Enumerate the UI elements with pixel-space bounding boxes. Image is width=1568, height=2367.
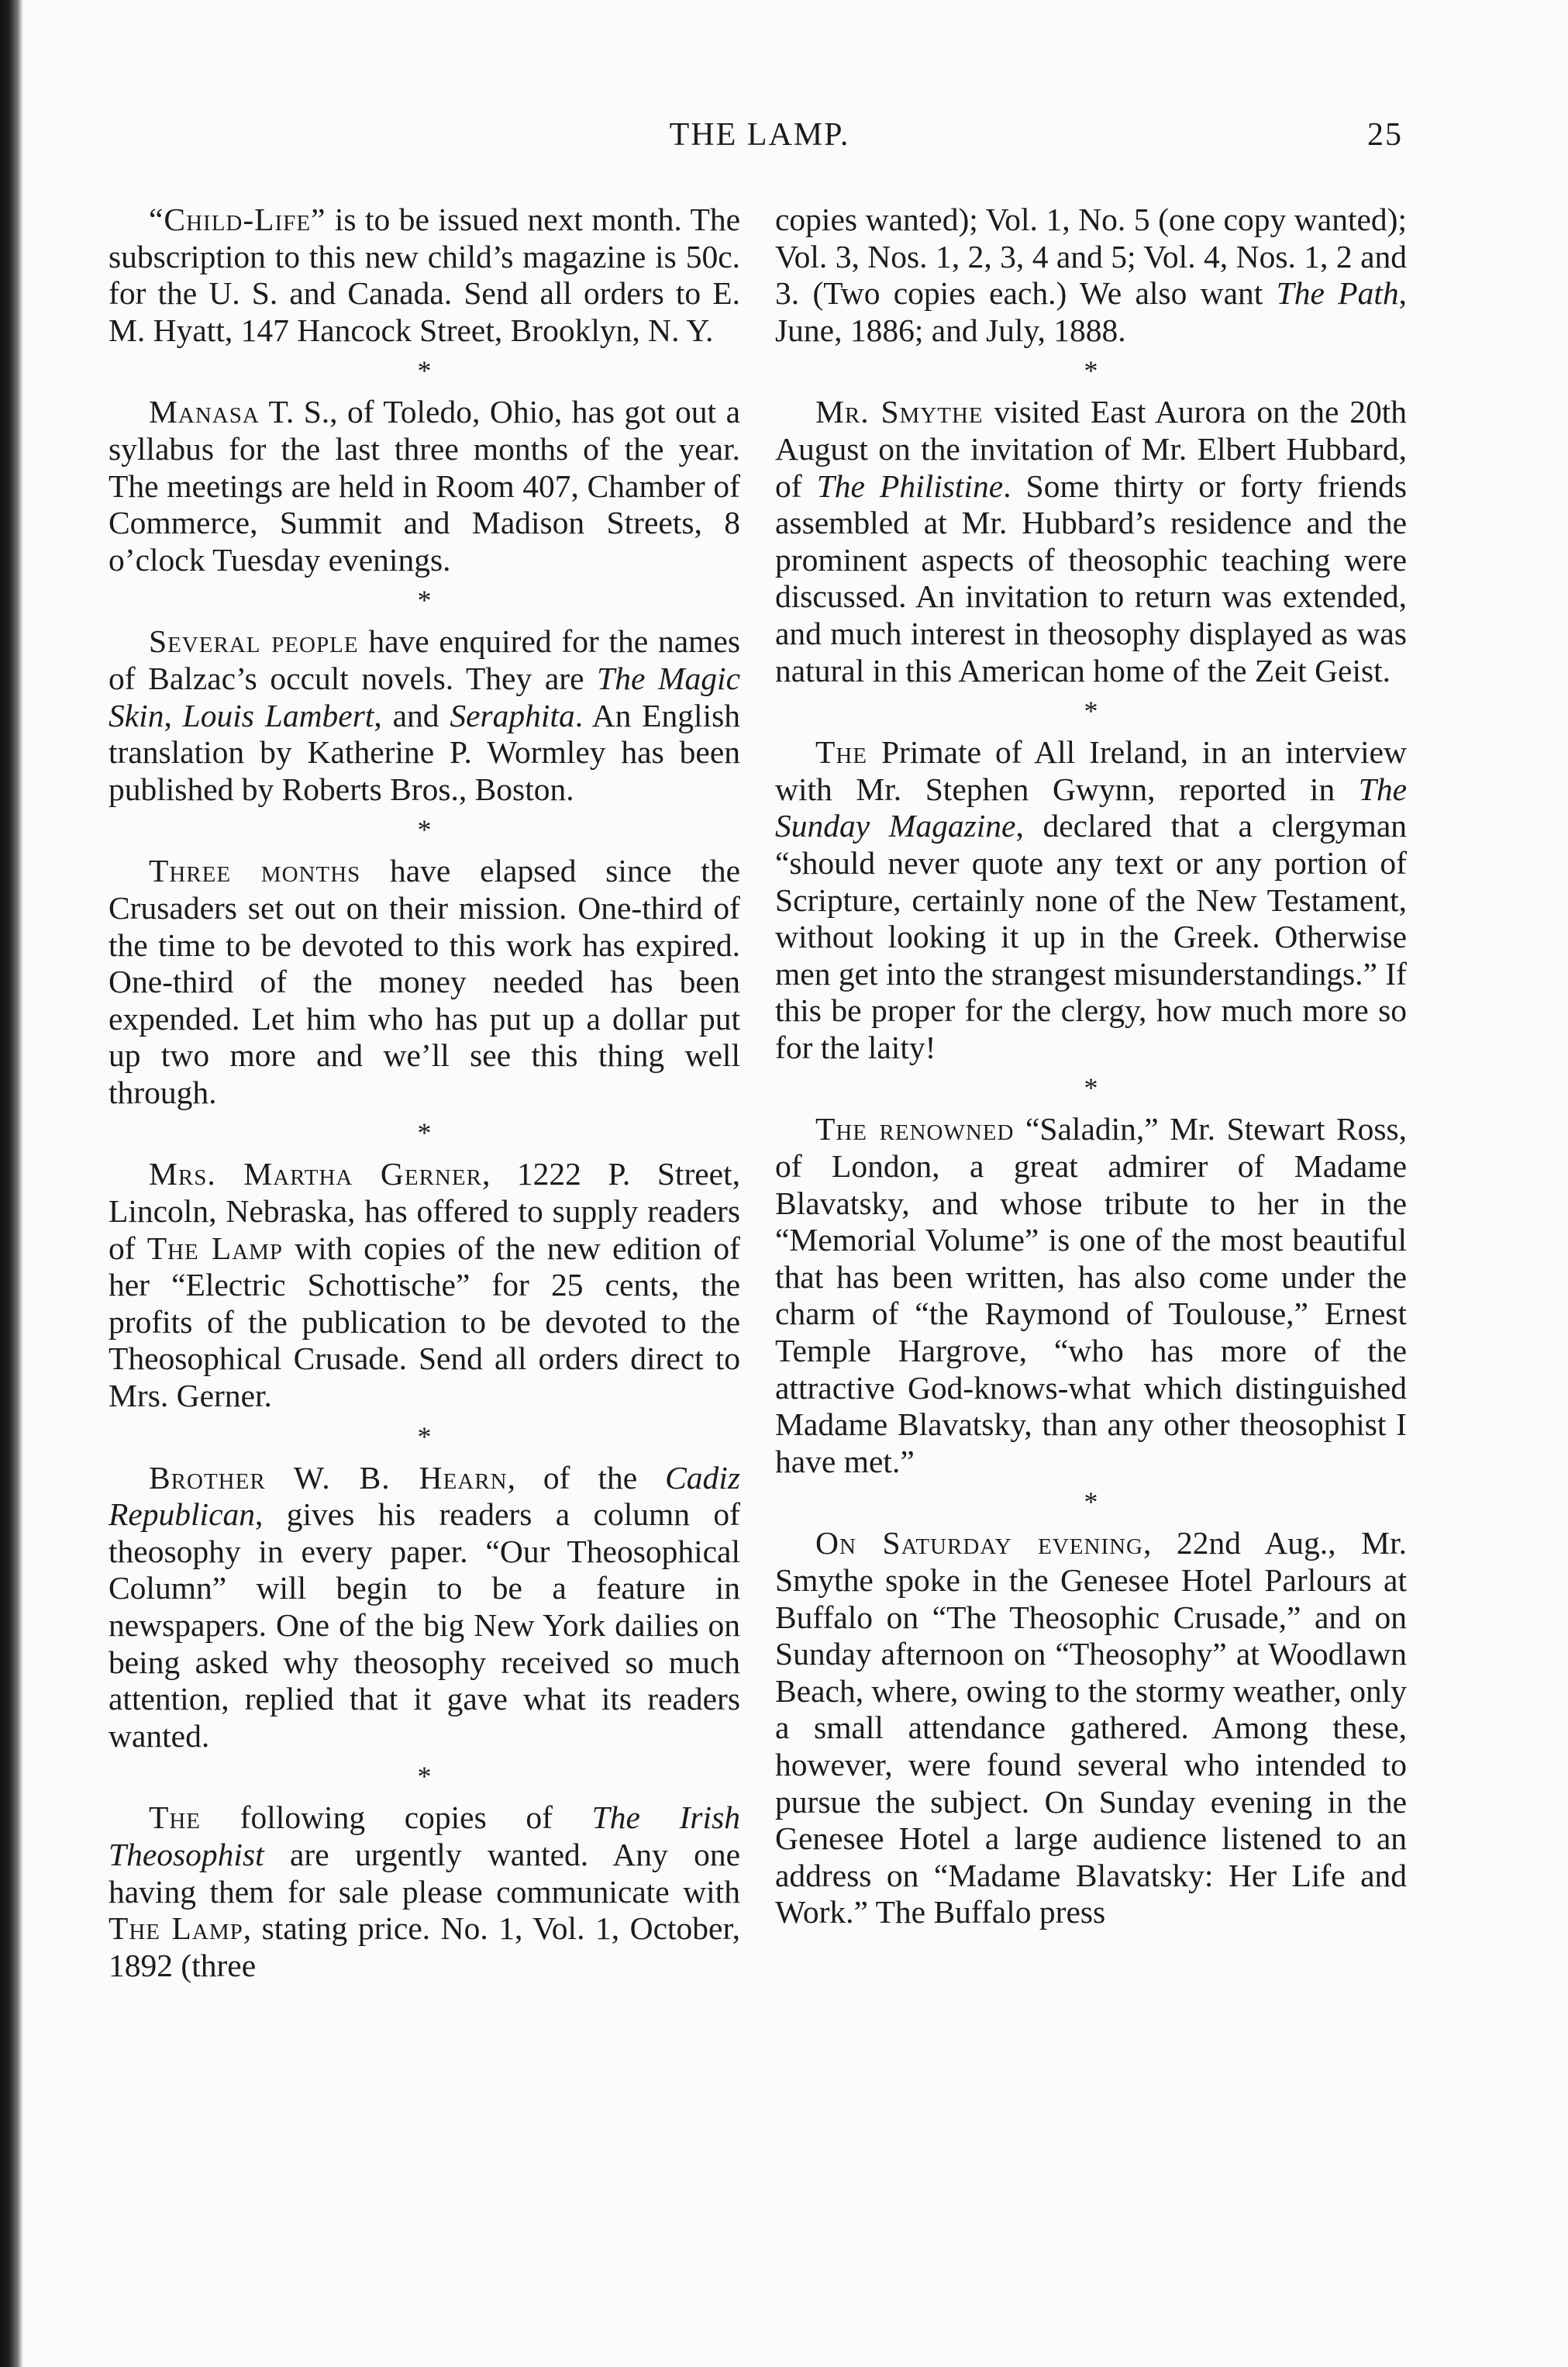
journal-title-italic: The Irish Theosophist	[109, 1799, 740, 1872]
paragraph-primate	[775, 734, 1407, 1066]
paragraph-hearn	[109, 1460, 740, 1755]
section-separator: *	[1084, 695, 1098, 727]
section-separator: *	[1084, 1486, 1098, 1518]
lead-words: The	[149, 1799, 202, 1836]
lead-words: Mr. Smythe	[815, 394, 984, 430]
newspaper-title: Cadiz Republican	[109, 1459, 740, 1533]
paragraph-text: . Some thirty or forty friends assembled at Mr. Hubbard’s residence and the prominent aspects of theosophic teaching were discussed. An invitation to return was extended, and much interest in theosophy displayed as was natural in this American home of the Zeit Geist.	[775, 468, 1407, 688]
journal-title-italic: The Philistine	[816, 468, 1004, 504]
paragraph-text: , 1222 P. Street, Lincoln, Nebraska, has offered to supply readers of	[109, 1156, 741, 1266]
paragraph-text: Primate of All Ireland, in an interview with Mr. Stephen Gwynn, reported in	[775, 734, 1407, 807]
paragraph-text: , gives his readers a column of theosophy in every paper. “Our Theosophical Column” will begin to be a feature in newspapers. One of the big New York dailies on being asked why theosophy received so much attention, replied that it gave what its readers wanted.	[109, 1496, 740, 1754]
paragraph-text: is to be issued next month. The subscription to this new child’s magazine is 50c. for the U. S. and Canada. Send all orders to E. M. Hyatt, 147 Hancock Street, Brooklyn, N. Y.	[109, 202, 740, 348]
paragraph-balzac	[109, 623, 740, 808]
paragraph-text: , of the	[507, 1459, 666, 1496]
lead-words: Mrs. Martha Gerner	[149, 1156, 482, 1192]
section-separator: *	[417, 814, 432, 846]
paragraph-text: , stating price. No. 1, Vol. 1, October, 1892 (three	[109, 1910, 741, 1983]
lead-words: The	[815, 734, 868, 771]
section-separator: *	[417, 355, 432, 387]
lead-words: On Saturday evening	[815, 1525, 1143, 1561]
page-spine-edge	[0, 0, 23, 2367]
lead-words: Several people	[149, 623, 359, 660]
journal-title: THE LAMP.	[669, 117, 850, 153]
lead-words: “Child-Life”	[149, 202, 326, 237]
right-column	[775, 202, 1407, 1931]
paragraph-manasa	[109, 394, 740, 578]
paragraph-text: . An English translation by Katherine P. Wormley has been published by Roberts Bros., Boston.	[109, 697, 740, 807]
lead-words: Brother W. B. Hearn	[149, 1459, 508, 1496]
paragraph-text: have elapsed since the Crusaders set out on their mission. One-third of the time to be devoted to this work has expired. One-third of the money needed has been expended. Let him who has put up a dollar put up two more and we’ll see this thing well through.	[109, 853, 740, 1110]
section-separator: *	[417, 1420, 432, 1452]
lead-words: Manasa	[149, 394, 260, 430]
paragraph-text: copies wanted); Vol. 1, No. 5 (one copy wanted); Vol. 3, Nos. 1, 2, 3, 4 and 5; Vol. 4, Nos. 1, 2 and 3. (Two copies each.) We also want	[775, 202, 1407, 312]
section-separator: *	[417, 1761, 432, 1793]
paragraph-text: have enquired for the names of Balzac’s occult novels. They are	[109, 623, 741, 696]
paragraph-saladin	[775, 1111, 1407, 1480]
paragraph-gerner	[109, 1156, 740, 1414]
paragraph-text: following copies of	[201, 1799, 592, 1836]
paragraph-irish-theosophist	[109, 1799, 740, 1984]
lead-words: The renowned	[815, 1111, 1015, 1147]
paragraph-text: visited East Aurora on the 20th August on the invitation of Mr. Elbert Hubbard, of	[775, 394, 1407, 504]
journal-name: The Lamp	[146, 1230, 284, 1266]
section-separator: *	[417, 1117, 432, 1149]
paragraph-text: , June, 1886; and July, 1888.	[775, 275, 1407, 348]
book-title: The Magic Skin	[109, 660, 740, 733]
section-separator: *	[1084, 1072, 1098, 1104]
paragraph-crusaders	[109, 853, 740, 1111]
paragraph-text: with copies of the new edition of her “Electric Schottische” for 25 cents, the profits of the publication to be devoted to the Theosophical Crusade. Send all orders direct to Mrs. Gerner.	[109, 1230, 740, 1414]
paragraph-smythe-east-aurora	[775, 394, 1407, 689]
paragraph-continued	[775, 202, 1407, 349]
paragraph-text: , and	[374, 697, 450, 733]
paragraph-text: , declared that a clergyman “should never quote any text or any portion of Scripture, certainly none of the New Testament, without looking it up in the Greek. Otherwise men get into the strangest misunderstandings.” If this be proper for the clergy, how much more so for the laity!	[775, 808, 1407, 1065]
paragraph-text: T. S., of Toledo, Ohio, has got out a syllabus for the last three months of the year. The meetings are held in Room 407, Chamber of Commerce, Summit and Madison Streets, 8 o’clock Tuesday evenings.	[109, 394, 740, 578]
left-column	[109, 202, 740, 1984]
lead-words: Three months	[149, 853, 361, 889]
paragraph-buffalo	[775, 1525, 1407, 1931]
page-number: 25	[1367, 117, 1403, 153]
journal-name: The Lamp	[109, 1910, 243, 1947]
book-title: Louis Lambert	[182, 697, 374, 733]
paragraph-text: , 22nd Aug., Mr. Smythe spoke in the Genesee Hotel Parlours at Buffalo on “The Theosophic Crusade,” and on Sunday afternoon on “Theosophy” at Woodlawn Beach, where, owing to the stormy weather, only a small attendance gathered. Among these, however, were found several who intended to pursue the subject. On Sunday evening in the Genesee Hotel a large audience listened to an address on “Madame Blavatsky: Her Life and Work.” The Buffalo press	[775, 1525, 1407, 1931]
section-separator: *	[417, 585, 432, 616]
paragraph-child-life	[109, 202, 740, 349]
magazine-title: The Sunday Magazine	[775, 771, 1407, 844]
paragraph-text: are urgently wanted. Any one having them for sale please communicate with	[109, 1836, 740, 1910]
paragraph-text: ,	[164, 697, 183, 733]
running-header	[116, 116, 1403, 163]
section-separator: *	[1084, 355, 1098, 387]
book-title: Seraphita	[450, 697, 575, 733]
paragraph-text: “Saladin,” Mr. Stewart Ross, of London, a great admirer of Madame Blavatsky, and whose tribute to her in the “Memorial Volume” is one of the most beautiful that has been written, has also come under the charm of “the Raymond of Toulouse,” Ernest Temple Hargrove, “who has more of the attractive God-knows-what which distinguished Madame Blavatsky, than any other theosophist I have met.”	[775, 1111, 1408, 1479]
journal-title-italic: The Path	[1276, 275, 1399, 312]
